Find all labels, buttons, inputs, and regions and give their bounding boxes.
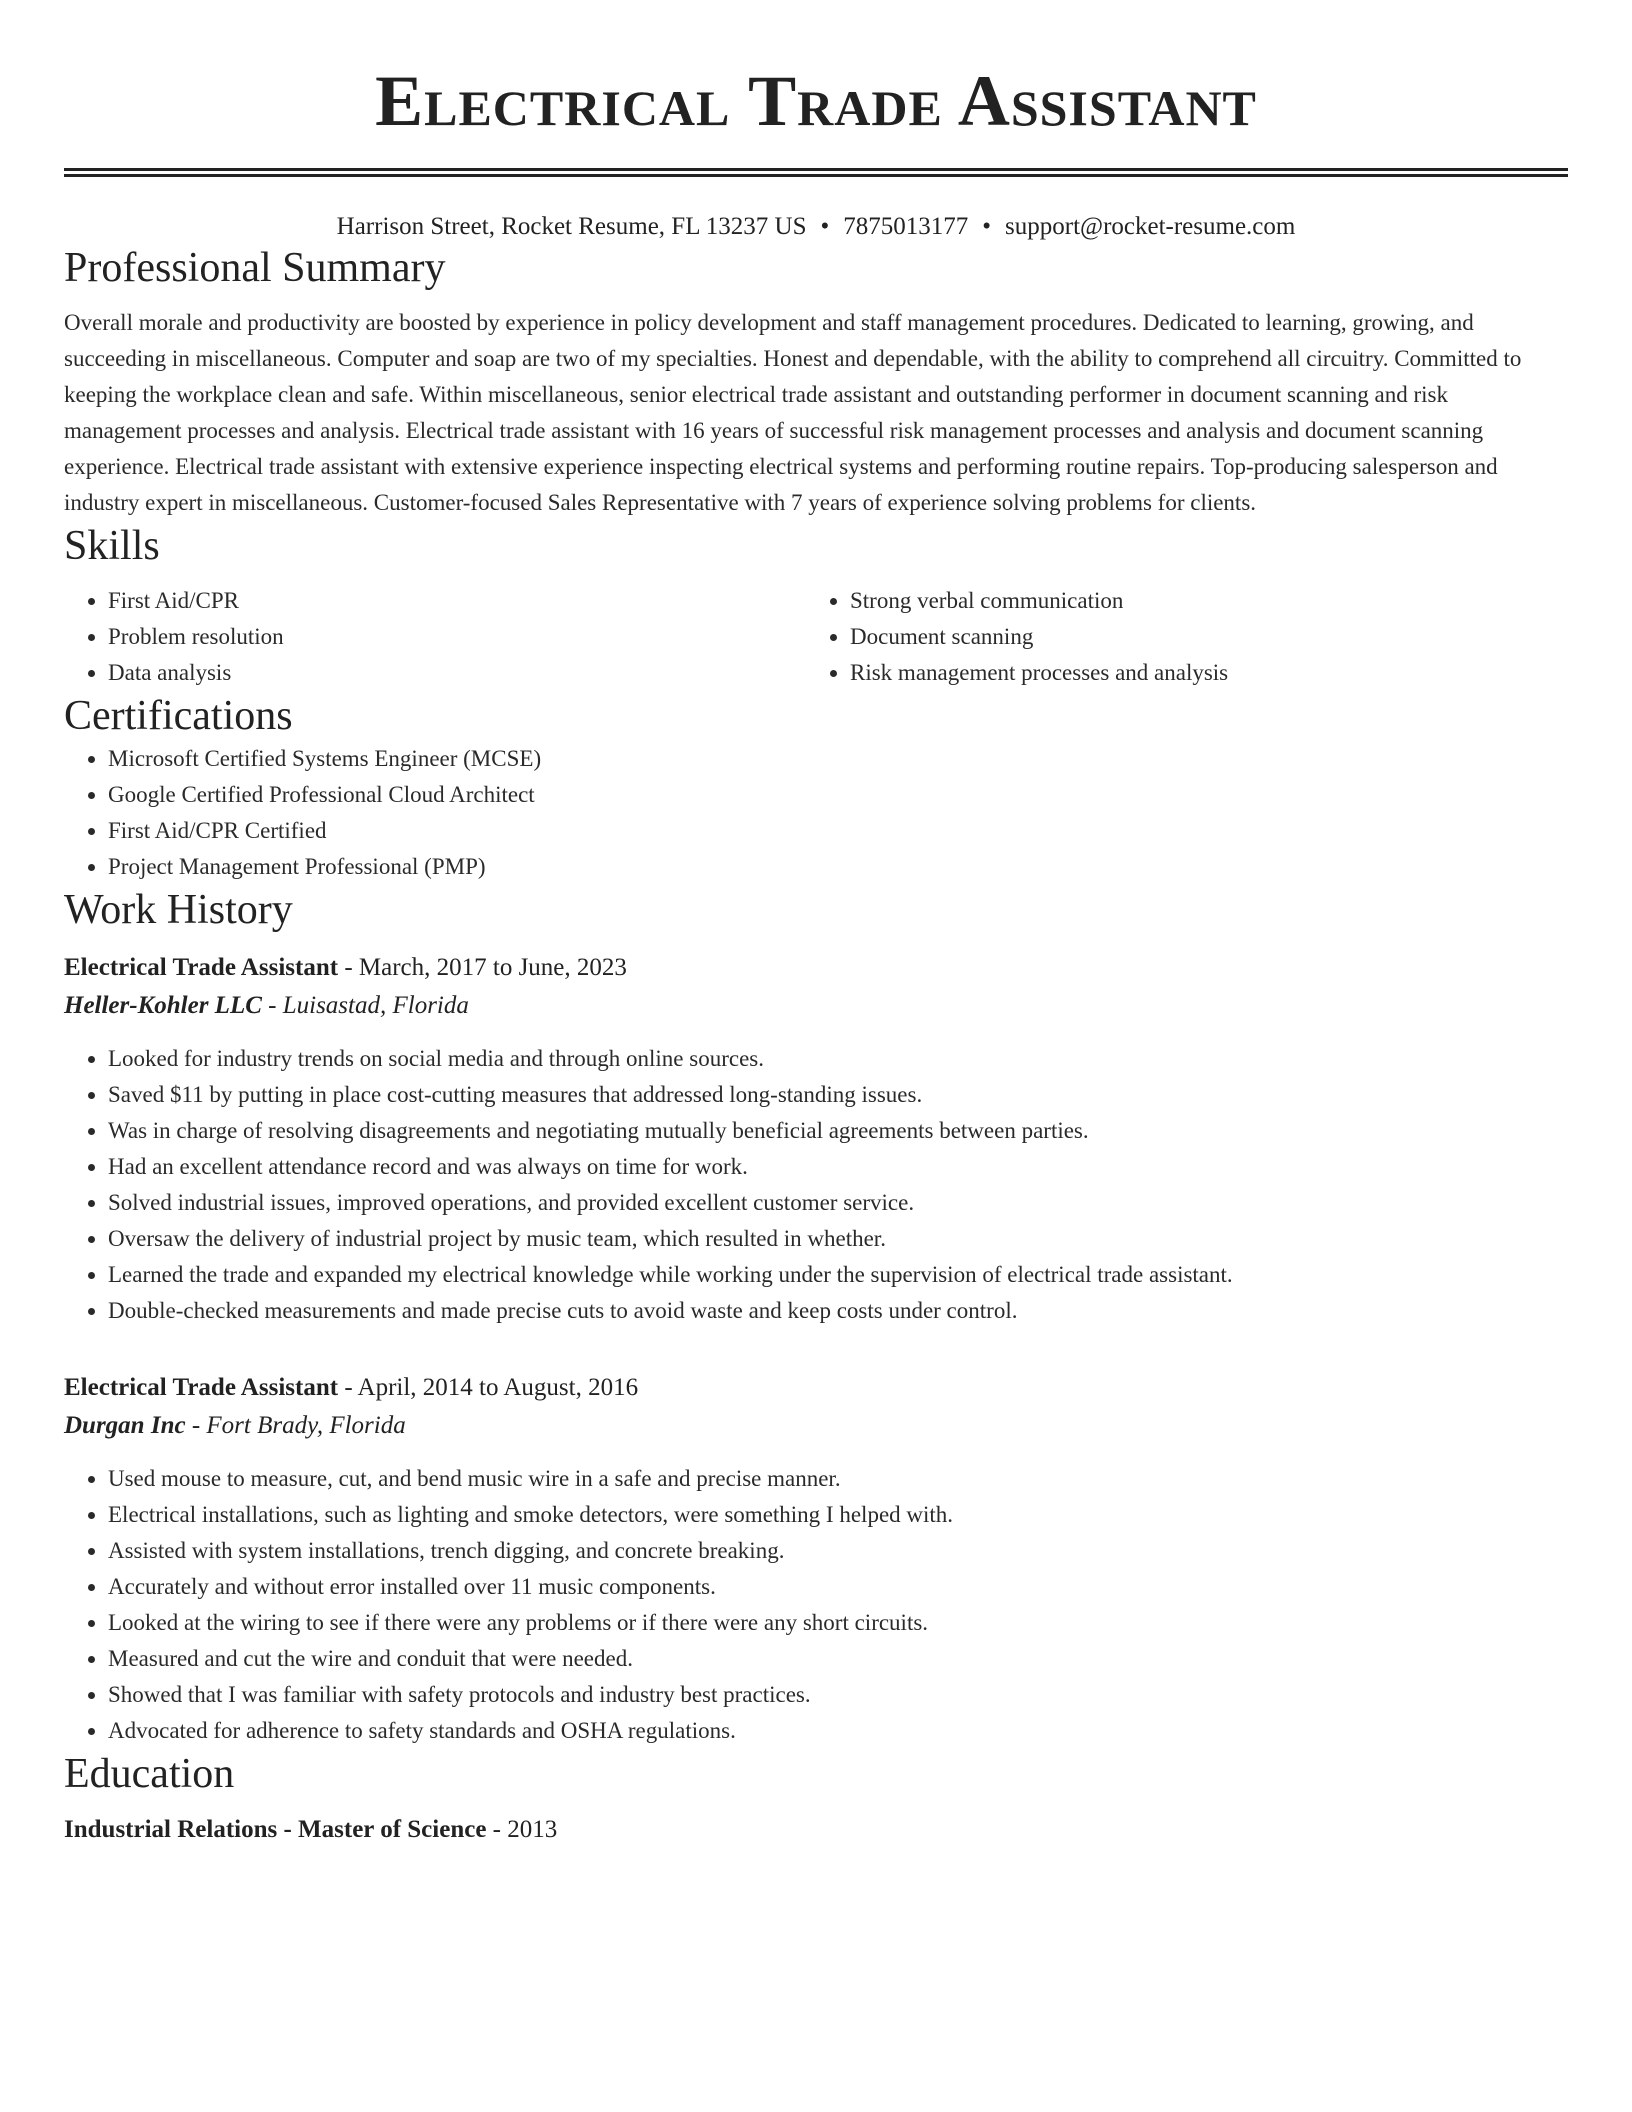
job-title-line [64,949,1568,987]
education-entry [64,1811,1568,1849]
job-company: Heller-Kohler LLC [64,992,262,1019]
job-duty-item: • Learned the trade and expanded my electrical knowledge while working under the supervision of electrical trade assistant. [108,1257,1568,1293]
job-duty-item: • Oversaw the delivery of industrial project by music team, which resulted in whether. [108,1221,1568,1257]
job-title: Electrical Trade Assistant [64,1374,339,1401]
job-entry [64,1369,1568,1749]
contact-separator: • [982,213,992,240]
skill-item: • Problem resolution [108,619,806,655]
job-duty-item: • Double-checked measurements and made precise cuts to avoid waste and keep costs under control. [108,1293,1568,1329]
certification-item: • Project Management Professional (PMP) [108,849,1568,885]
job-location: - Luisastad, Florida [261,992,469,1019]
certifications-list [64,741,1568,885]
skills-list-left [64,583,806,691]
skills-list-right [806,583,1548,691]
education-heading: Education [64,1751,235,1797]
work-history-heading: Work History [64,887,293,933]
job-title-line [64,1369,1568,1407]
certifications-heading: Certifications [64,693,293,739]
summary-text: Overall morale and productivity are boosted by experience in policy development and staff management procedures. Dedicated to learning, growing, and succeeding in miscellaneous. Computer and soap are two of my specialties. Honest and dependable, with the ability to comprehend all circuitry. Committed to keeping the workplace clean and safe. Within miscellaneous, senior electrical trade assistant and outstanding performer in document scanning and risk management processes and analysis. Electrical trade assistant with 16 years of successful risk management processes and analysis and document scanning experience. Electrical trade assistant with extensive experience inspecting electrical systems and performing routine repairs. Top-producing salesperson and industry expert in miscellaneous. Customer-focused Sales Representative with 7 years of experience solving problems for clients. [64,310,1522,515]
job-title: Electrical Trade Assistant [64,954,339,981]
skills-heading: Skills [64,523,160,569]
skills-grid [64,583,1568,691]
skill-item: • Strong verbal communication [850,583,1548,619]
job-duty-item: • Solved industrial issues, improved operations, and provided excellent customer service. [108,1185,1568,1221]
job-company: Durgan Inc [64,1412,186,1439]
job-duty-item: • Measured and cut the wire and conduit that were needed. [108,1641,1568,1677]
skills-column-left [64,583,806,691]
skill-item: • Document scanning [850,619,1548,655]
job-duty-item: • Showed that I was familiar with safety protocols and industry best practices. [108,1677,1568,1713]
contact-line [64,211,1568,243]
resume-title: Electrical Trade Assistant [375,61,1257,141]
job-location: - Fort Brady, Florida [185,1412,406,1439]
contact-phone: 7875013177 [843,213,969,240]
job-dates: - March, 2017 to June, 2023 [338,954,627,981]
job-duty-item: • Accurately and without error installed over 11 music components. [108,1569,1568,1605]
certification-item: • Microsoft Certified Systems Engineer (MCSE) [108,741,1568,777]
skills-column-right [806,583,1548,691]
job-duty-item: • Looked for industry trends on social media and through online sources. [108,1041,1568,1077]
skill-item: • First Aid/CPR [108,583,806,619]
contact-separator: • [820,213,830,240]
job-company-line [64,1407,1568,1445]
skill-item: • Data analysis [108,655,806,691]
job-duty-item: • Looked at the wiring to see if there were any problems or if there were any short circuits. [108,1605,1568,1641]
job-company-line [64,987,1568,1025]
certification-item: • First Aid/CPR Certified [108,813,1568,849]
job-duties-list [64,1461,1568,1749]
education-degree: Industrial Relations - Master of Science [64,1816,487,1843]
job-duty-item: • Saved $11 by putting in place cost-cutting measures that addressed long-standing issues. [108,1077,1568,1113]
contact-email: support@rocket-resume.com [1005,213,1296,240]
summary-heading: Professional Summary [64,245,446,291]
skill-item: • Risk management processes and analysis [850,655,1548,691]
job-duty-item: • Had an excellent attendance record and was always on time for work. [108,1149,1568,1185]
job-duty-item: • Electrical installations, such as lighting and smoke detectors, were something I helped with. [108,1497,1568,1533]
job-duty-item: • Advocated for adherence to safety standards and OSHA regulations. [108,1713,1568,1749]
job-duty-item: • Used mouse to measure, cut, and bend music wire in a safe and precise manner. [108,1461,1568,1497]
job-entry [64,949,1568,1329]
title-divider [64,168,1568,177]
certification-item: • Google Certified Professional Cloud Architect [108,777,1568,813]
job-duty-item: • Was in charge of resolving disagreements and negotiating mutually beneficial agreements between parties. [108,1113,1568,1149]
education-year: - 2013 [486,1816,558,1843]
job-dates: - April, 2014 to August, 2016 [338,1374,639,1401]
job-duties-list [64,1041,1568,1329]
contact-address: Harrison Street, Rocket Resume, FL 13237 US [336,213,807,240]
job-duty-item: • Assisted with system installations, trench digging, and concrete breaking. [108,1533,1568,1569]
